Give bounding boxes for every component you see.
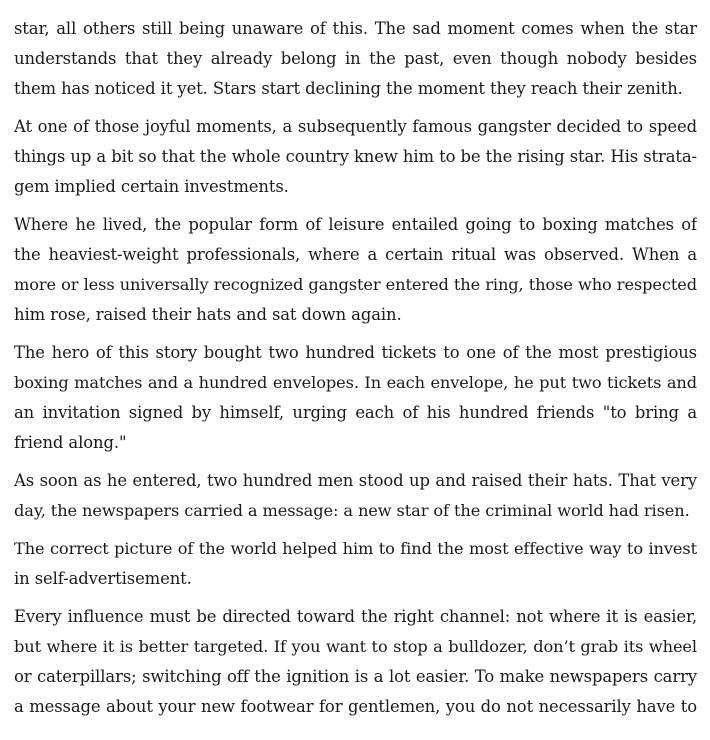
text-line: but where it is better targeted. If you want to stop a bulldozer, don’t grab its wheel — [14, 637, 697, 656]
paragraph-6 — [14, 534, 697, 594]
text-line: more or less universally recognized gangster entered the ring, those who respected — [14, 275, 697, 294]
text-line: As soon as he entered, two hundred men stood up and raised their hats. That very — [14, 471, 697, 490]
text-line: At one of those joyful moments, a subsequently famous gangster decided to speed — [14, 117, 697, 136]
text-line: star, all others still being unaware of this. The sad moment comes when the star — [14, 19, 697, 38]
text-line: friend along." — [14, 433, 127, 452]
text-line: or caterpillars; switching off the ignition is a lot easier. To make newspapers carry — [14, 667, 697, 686]
text-line: boxing matches and a hundred envelopes. In each envelope, he put two tickets and — [14, 373, 697, 392]
paragraph-2 — [14, 112, 697, 202]
paragraph-3 — [14, 210, 697, 330]
paragraph-5 — [14, 466, 697, 526]
paragraph-7 — [14, 602, 697, 722]
text-line: The hero of this story bought two hundred tickets to one of the most prestigious — [14, 343, 697, 362]
text-line: the heaviest-weight professionals, where a certain ritual was observed. When a — [14, 245, 697, 264]
text-line: The correct picture of the world helped him to find the most effective way to invest — [14, 539, 697, 558]
text-line: Every influence must be directed toward the right channel: not where it is easier, — [14, 607, 697, 626]
text-line: in self-advertisement. — [14, 569, 192, 588]
text-line: Where he lived, the popular form of leisure entailed going to boxing matches of — [14, 215, 697, 234]
text-line: understands that they already belong in the past, even though nobody besides — [14, 49, 697, 68]
text-line: him rose, raised their hats and sat down again. — [14, 305, 402, 324]
text-body — [14, 14, 697, 730]
text-line: things up a bit so that the whole country knew him to be the rising star. His strata- — [14, 147, 697, 166]
text-line: day, the newspapers carried a message: a new star of the criminal world had risen. — [14, 501, 690, 520]
text-line: them has noticed it yet. Stars start declining the moment they reach their zenith. — [14, 79, 683, 98]
text-line: a message about your new footwear for gentlemen, you do not necessarily have to — [14, 697, 697, 716]
text-line: an invitation signed by himself, urging each of his hundred friends "to bring a — [14, 403, 697, 422]
text-line: gem implied certain investments. — [14, 177, 289, 196]
paragraph-1 — [14, 14, 697, 104]
paragraph-4 — [14, 338, 697, 458]
